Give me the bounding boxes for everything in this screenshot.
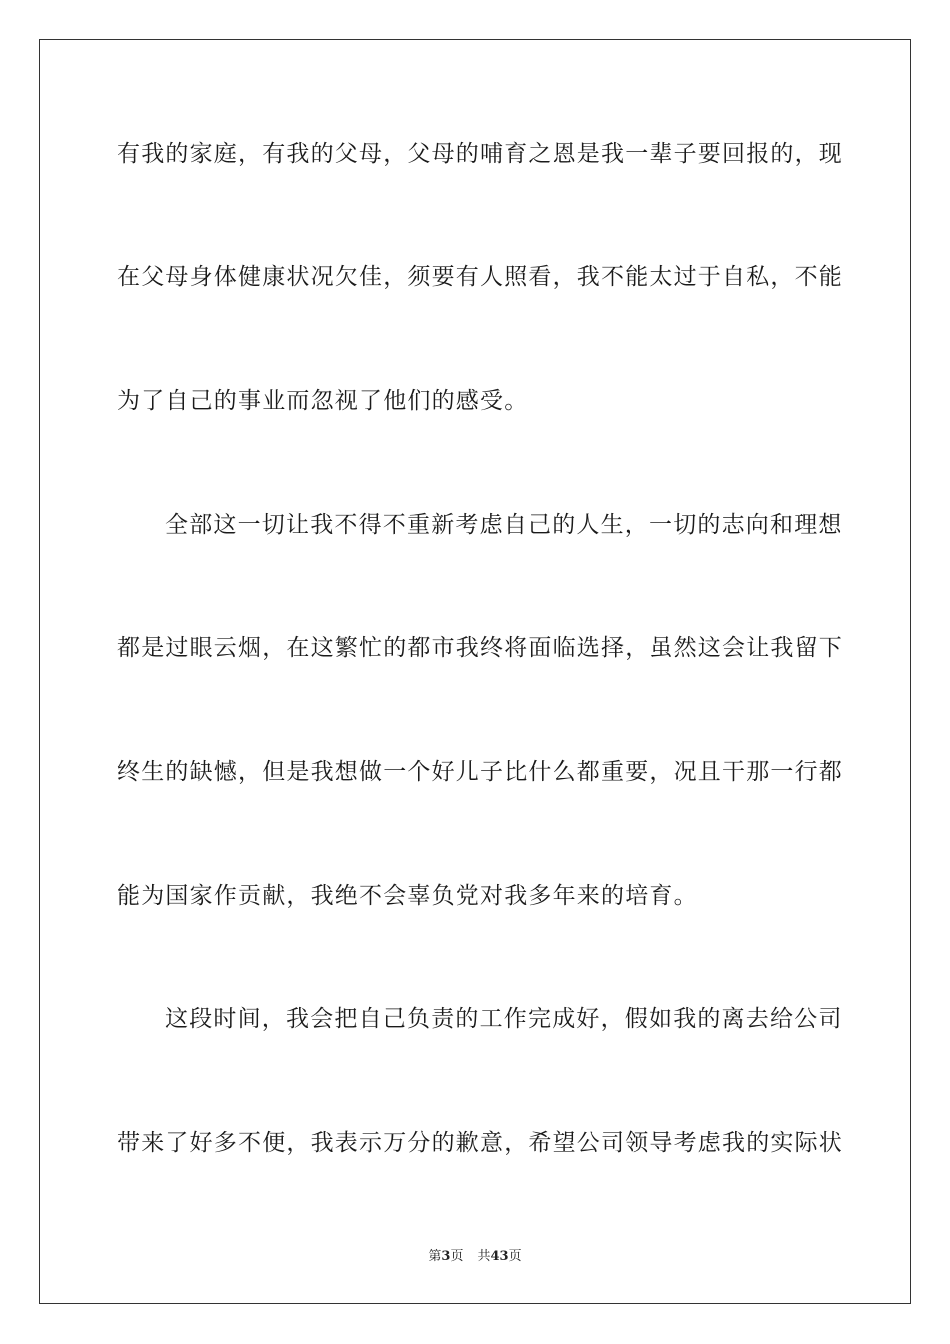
total-suffix: 页 bbox=[508, 1249, 522, 1264]
text-line-8: 这段时间，我会把自己负责的工作完成好，假如我的离去给公司 bbox=[165, 1006, 843, 1032]
total-prefix: 共 bbox=[477, 1249, 491, 1264]
page-number: 3 bbox=[441, 1249, 451, 1264]
page-suffix: 页 bbox=[450, 1249, 464, 1264]
text-line-5: 都是过眼云烟，在这繁忙的都市我终将面临选择，虽然这会让我留下 bbox=[117, 635, 843, 661]
page-prefix: 第 bbox=[428, 1249, 442, 1264]
page-border bbox=[39, 39, 911, 1304]
text-line-9: 带来了好多不便，我表示万分的歉意，希望公司领导考虑我的实际状 bbox=[117, 1130, 843, 1156]
text-line-2: 在父母身体健康状况欠佳，须要有人照看，我不能太过于自私，不能 bbox=[117, 264, 843, 290]
text-line-3: 为了自己的事业而忽视了他们的感受。 bbox=[117, 388, 529, 414]
text-line-7: 能为国家作贡献，我绝不会辜负党对我多年来的培育。 bbox=[117, 883, 698, 909]
text-line-1: 有我的家庭，有我的父母，父母的哺育之恩是我一辈子要回报的，现 bbox=[117, 141, 843, 167]
text-line-4: 全部这一切让我不得不重新考虑自己的人生，一切的志向和理想 bbox=[165, 512, 843, 538]
text-line-6: 终生的缺憾，但是我想做一个好儿子比什么都重要，况且干那一行都 bbox=[117, 759, 843, 785]
page-footer bbox=[0, 1248, 950, 1266]
total-pages: 43 bbox=[490, 1249, 509, 1264]
